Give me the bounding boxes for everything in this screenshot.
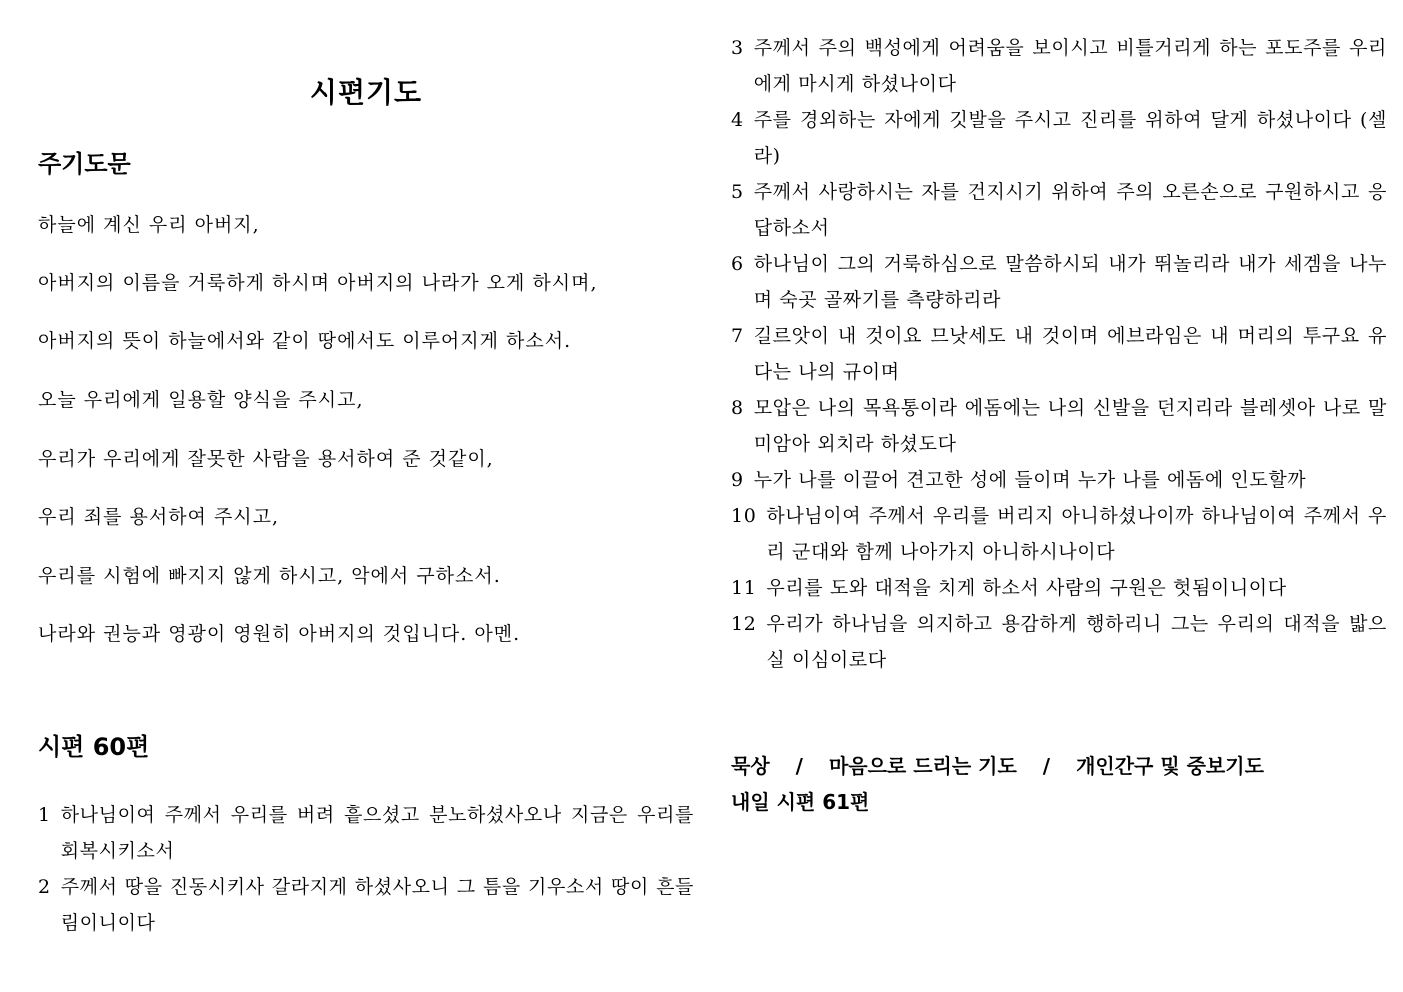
verse-text: 주를 경외하는 자에게 깃발을 주시고 진리를 위하여 달게 하셨나이다 (셀라) — [753, 109, 1387, 167]
prayer-line: 우리가 우리에게 잘못한 사람을 용서하여 준 것같이, — [38, 448, 494, 470]
psalm-verses-right — [731, 30, 1387, 678]
verse-text: 길르앗이 내 것이요 므낫세도 내 것이며 에브라임은 내 머리의 투구요 유다는 나의 규이며 — [753, 325, 1388, 383]
verse-12 — [731, 606, 1387, 678]
verse-6 — [731, 246, 1387, 318]
verse-4 — [731, 102, 1387, 174]
verse-5 — [731, 174, 1387, 246]
devotion-steps — [731, 750, 1264, 779]
verse-text: 하나님이여 주께서 우리를 버려 흩으셨고 분노하셨사오나 지금은 우리를 회복시키소서 — [60, 804, 694, 862]
verse-number: 1 — [38, 804, 51, 826]
verse-text: 하나님이여 주께서 우리를 버리지 아니하셨나이까 하나님이여 주께서 우리 군대와 함께 나아가지 아니하시나이다 — [766, 505, 1387, 563]
verse-number: 2 — [38, 876, 51, 898]
verse-10 — [731, 498, 1387, 570]
verse-number: 4 — [731, 109, 744, 131]
verse-text: 우리를 도와 대적을 치게 하소서 사람의 구원은 헛됨이니이다 — [766, 577, 1287, 599]
verse-11 — [731, 570, 1387, 606]
verse-text: 주께서 땅을 진동시키사 갈라지게 하셨사오니 그 틈을 기우소서 땅이 흔들림이니이다 — [60, 876, 694, 934]
verse-text: 주께서 사랑하시는 자를 건지시기 위하여 주의 오른손으로 구원하시고 응답하소서 — [753, 181, 1387, 239]
verse-number: 9 — [731, 469, 744, 491]
verse-text: 누가 나를 이끌어 견고한 성에 들이며 누가 나를 에돔에 인도할까 — [753, 469, 1307, 491]
verse-7 — [731, 318, 1387, 390]
prayer-line: 하늘에 계신 우리 아버지, — [38, 214, 260, 236]
next-reading: 내일 시편 61편 — [731, 790, 870, 814]
verse-text: 주께서 주의 백성에게 어려움을 보이시고 비틀거리게 하는 포도주를 우리에게 마시게 하셨나이다 — [753, 37, 1387, 95]
prayer-line: 나라와 권능과 영광이 영원히 아버지의 것입니다. 아멘. — [38, 623, 521, 645]
verse-1 — [38, 797, 694, 869]
verse-number: 10 — [731, 505, 757, 527]
verse-text: 우리가 하나님을 의지하고 용감하게 행하리니 그는 우리의 대적을 밟으실 이심이로다 — [766, 613, 1387, 671]
lords-prayer-heading: 주기도문 — [38, 150, 131, 178]
psalm-verses-left — [38, 797, 694, 941]
prayer-line: 오늘 우리에게 일용할 양식을 주시고, — [38, 389, 364, 411]
verse-text: 하나님이 그의 거룩하심으로 말씀하시되 내가 뛰놀리라 내가 세겜을 나누며 숙곳 골짜기를 측량하리라 — [753, 253, 1387, 311]
verse-number: 8 — [731, 397, 744, 419]
verse-number: 7 — [731, 325, 744, 347]
page-title: 시편기도 — [309, 76, 423, 109]
separator: / — [795, 754, 803, 778]
verse-number: 11 — [731, 577, 757, 599]
verse-number: 5 — [731, 181, 744, 203]
step-meditation: 묵상 — [731, 754, 770, 778]
verse-9 — [731, 462, 1387, 498]
prayer-line: 우리를 시험에 빠지지 않게 하시고, 악에서 구하소서. — [38, 565, 501, 587]
psalm-heading: 시편 60편 — [38, 733, 150, 761]
verse-number: 12 — [731, 613, 757, 635]
verse-text: 모압은 나의 목욕통이라 에돔에는 나의 신발을 던지리라 블레셋아 나로 말미암아 외치라 하셨도다 — [753, 397, 1387, 455]
step-intercession: 개인간구 및 중보기도 — [1076, 754, 1264, 778]
verse-number: 6 — [731, 253, 744, 275]
prayer-line: 우리 죄를 용서하여 주시고, — [38, 506, 280, 528]
verse-2 — [38, 869, 694, 941]
verse-3 — [731, 30, 1387, 102]
prayer-line: 아버지의 이름을 거룩하게 하시며 아버지의 나라가 오게 하시며, — [38, 272, 598, 294]
verse-number: 3 — [731, 37, 744, 59]
separator: / — [1042, 754, 1051, 778]
prayer-line: 아버지의 뜻이 하늘에서와 같이 땅에서도 이루어지게 하소서. — [38, 330, 572, 352]
verse-8 — [731, 390, 1387, 462]
step-heart-prayer: 마음으로 드리는 기도 — [828, 754, 1017, 778]
